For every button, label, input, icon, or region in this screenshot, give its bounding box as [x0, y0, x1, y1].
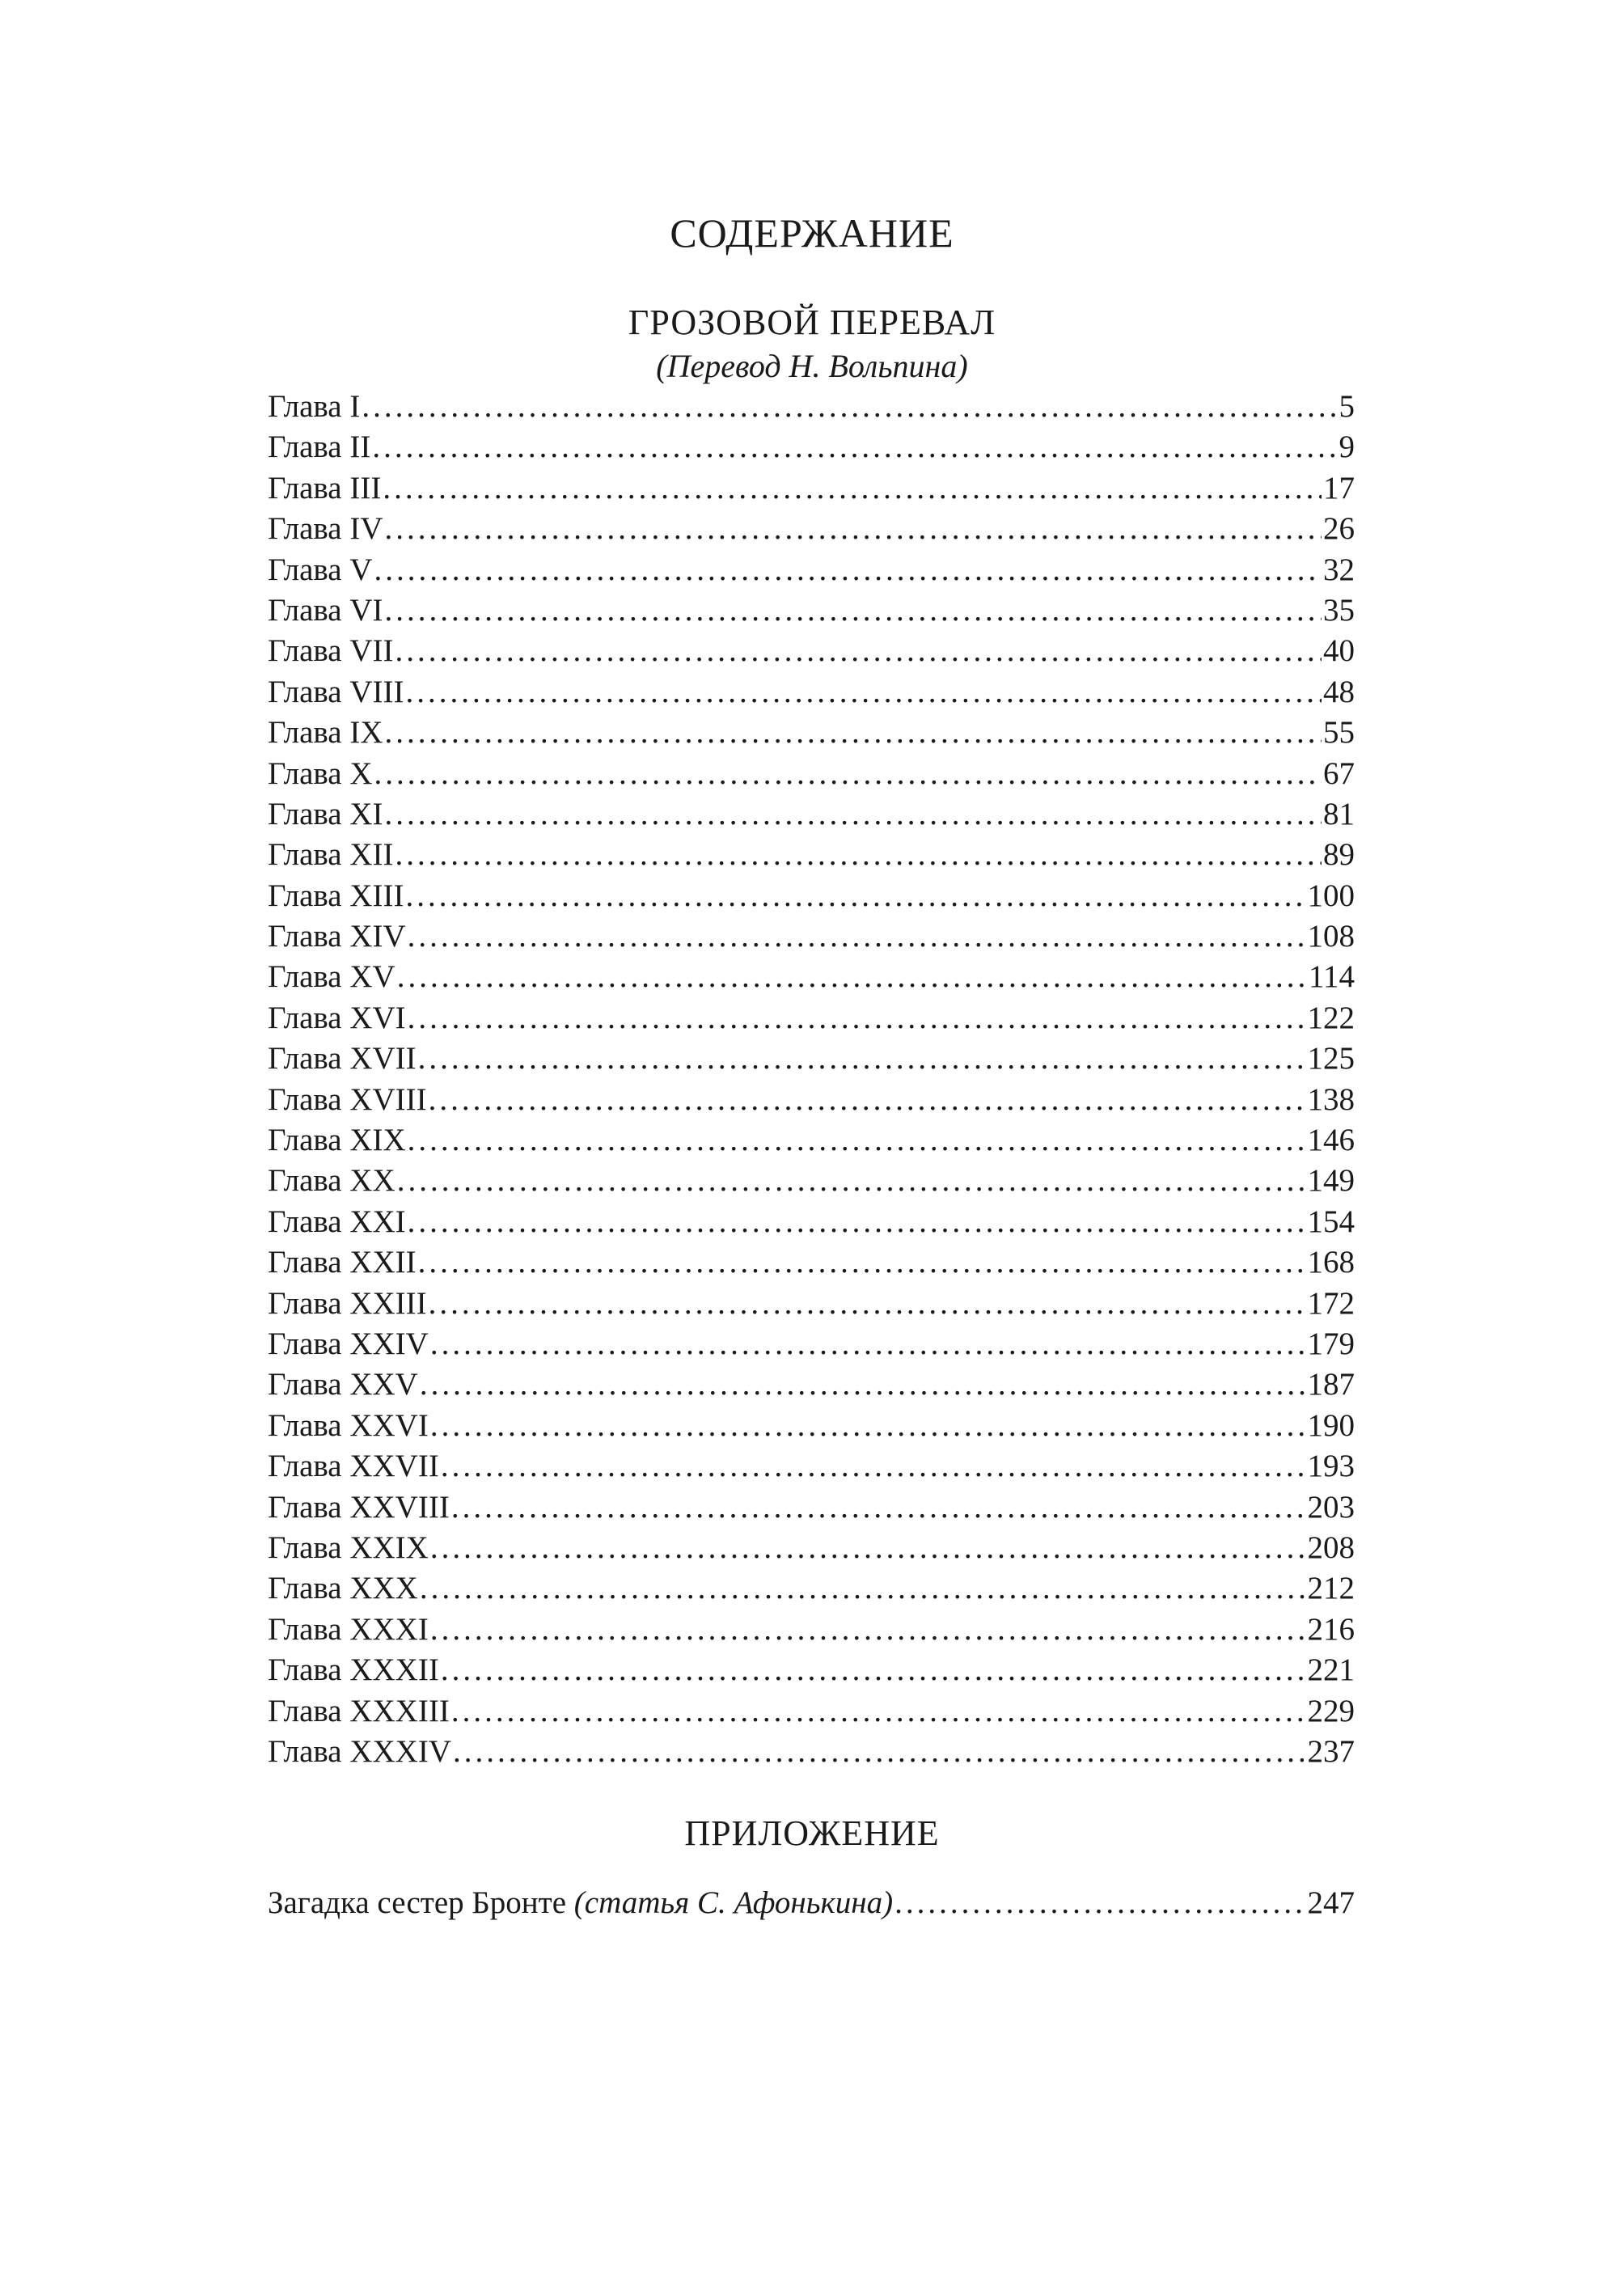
dot-leader — [420, 1364, 1306, 1405]
toc-entry-page: 55 — [1323, 715, 1355, 751]
toc-entry-page: 193 — [1307, 1449, 1355, 1484]
toc-entry-label: Глава XXIII — [268, 1285, 427, 1321]
toc-entry[interactable] — [268, 957, 1355, 997]
toc-entry-label: Глава IV — [268, 511, 383, 547]
toc-entry[interactable] — [268, 1161, 1355, 1201]
dot-leader — [430, 1528, 1306, 1568]
toc-entry[interactable] — [268, 509, 1355, 549]
toc-entry-page: 212 — [1307, 1571, 1355, 1606]
toc-entry-page: 114 — [1308, 959, 1355, 995]
toc-entry[interactable] — [268, 1039, 1355, 1079]
toc-entry-label: Глава XXV — [268, 1367, 418, 1402]
toc-entry-page: 108 — [1307, 919, 1355, 954]
toc-entry[interactable] — [268, 876, 1355, 916]
toc-entry[interactable] — [268, 1487, 1355, 1528]
toc-entry-label: Глава XXX — [268, 1571, 418, 1606]
toc-entry-label: Глава XVI — [268, 1000, 406, 1035]
toc-entry-page: 81 — [1323, 796, 1355, 831]
toc-entry-page: 35 — [1323, 592, 1355, 628]
toc-entry-label: Глава VI — [268, 592, 383, 628]
dot-leader — [453, 1732, 1306, 1772]
toc-entry-label: Глава XVIII — [268, 1081, 427, 1117]
toc-entry-page: 40 — [1323, 633, 1355, 669]
dot-leader — [429, 1284, 1306, 1324]
toc-entry[interactable] — [268, 672, 1355, 713]
toc-entry-page: 100 — [1307, 878, 1355, 913]
toc-entry-page: 187 — [1307, 1367, 1355, 1402]
toc-entry-page: 48 — [1323, 674, 1355, 709]
toc-entry-label: Глава VIII — [268, 674, 404, 709]
appendix-list — [268, 1883, 1355, 1923]
toc-entry-label: Глава XXXII — [268, 1652, 439, 1688]
dot-leader — [405, 672, 1322, 713]
toc-entry[interactable] — [268, 427, 1355, 467]
work-heading: ГРОЗОВОЙ ПЕРЕВАЛ — [628, 302, 996, 342]
dot-leader — [405, 876, 1305, 916]
toc-entry[interactable] — [268, 713, 1355, 753]
dot-leader — [430, 1610, 1306, 1650]
toc-entry-page: 190 — [1307, 1407, 1355, 1443]
appendix-heading: ПРИЛОЖЕНИЕ — [684, 1813, 940, 1853]
dot-leader — [408, 1120, 1306, 1161]
toc-entry[interactable] — [268, 794, 1355, 835]
toc-entry-page: 179 — [1307, 1326, 1355, 1361]
toc-entry-note: (статья С. Афонькина) — [573, 1885, 894, 1920]
toc-entry[interactable] — [268, 754, 1355, 794]
toc-entry-page: 67 — [1323, 755, 1355, 791]
chapter-list — [268, 387, 1355, 1772]
toc-entry[interactable] — [268, 1691, 1355, 1732]
toc-entry-label: Глава XXXIII — [268, 1693, 450, 1728]
dot-leader — [385, 794, 1322, 835]
dot-leader — [362, 387, 1337, 427]
dot-leader — [383, 468, 1322, 509]
toc-entry-label: Глава III — [268, 470, 382, 506]
toc-entry[interactable] — [268, 1364, 1355, 1405]
toc-entry[interactable] — [268, 468, 1355, 509]
toc-entry-label: Глава XXVII — [268, 1449, 439, 1484]
toc-entry[interactable] — [268, 1528, 1355, 1568]
toc-entry-page: 216 — [1307, 1611, 1355, 1647]
toc-entry-label: Глава IX — [268, 715, 383, 751]
toc-entry-label: Глава XIII — [268, 878, 404, 913]
toc-entry[interactable] — [268, 1568, 1355, 1609]
toc-entry-label: Глава XVII — [268, 1041, 417, 1077]
toc-entry-page: 149 — [1307, 1163, 1355, 1199]
toc-entry[interactable] — [268, 998, 1355, 1039]
toc-entry-label: Глава XII — [268, 837, 394, 873]
dot-leader — [374, 754, 1322, 794]
toc-entry[interactable] — [268, 1242, 1355, 1283]
toc-entry-page: 122 — [1307, 1000, 1355, 1035]
dot-leader — [441, 1446, 1306, 1487]
toc-entry[interactable] — [268, 550, 1355, 590]
toc-entry-page: 203 — [1307, 1489, 1355, 1525]
dot-leader — [430, 1324, 1306, 1364]
toc-entry-label: Глава V — [268, 552, 373, 587]
toc-entry-label: Глава XXIV — [268, 1326, 429, 1361]
toc-entry[interactable] — [268, 1080, 1355, 1120]
dot-leader — [441, 1650, 1306, 1690]
toc-entry-label: Загадка сестер Бронте (статья С. Афонькина) — [268, 1885, 894, 1920]
dot-leader — [408, 1202, 1306, 1242]
dot-leader — [408, 916, 1306, 957]
toc-entry-label: Глава XV — [268, 959, 395, 995]
toc-entry-page: 247 — [1307, 1885, 1355, 1920]
toc-entry-page: 5 — [1339, 389, 1355, 424]
toc-entry[interactable] — [268, 387, 1355, 427]
toc-entry-page: 89 — [1323, 837, 1355, 873]
dot-leader — [374, 550, 1322, 590]
toc-entry-page: 154 — [1307, 1204, 1355, 1239]
toc-entry-label: Глава XI — [268, 796, 383, 831]
dot-leader — [397, 1161, 1306, 1201]
dot-leader — [451, 1487, 1306, 1528]
dot-leader — [894, 1883, 1305, 1923]
toc-entry-page: 138 — [1307, 1081, 1355, 1117]
toc-entry-page: 221 — [1307, 1652, 1355, 1688]
toc-entry[interactable] — [268, 1284, 1355, 1324]
toc-entry-page: 32 — [1323, 552, 1355, 587]
toc-entry-page: 172 — [1307, 1285, 1355, 1321]
toc-entry[interactable] — [268, 590, 1355, 631]
dot-leader — [395, 835, 1322, 875]
toc-entry-label: Глава XXVIII — [268, 1489, 450, 1525]
toc-entry[interactable] — [268, 1446, 1355, 1487]
toc-entry-page: 146 — [1307, 1123, 1355, 1158]
dot-leader — [385, 713, 1322, 753]
toc-entry[interactable] — [268, 916, 1355, 957]
toc-entry-label: Глава XXXIV — [268, 1733, 451, 1769]
toc-entry-label: Глава XX — [268, 1163, 395, 1199]
toc-entry[interactable] — [268, 631, 1355, 671]
toc-entry-label: Глава II — [268, 429, 371, 465]
toc-entry-page: 168 — [1307, 1245, 1355, 1280]
toc-entry[interactable] — [268, 1610, 1355, 1650]
toc-entry[interactable] — [268, 1120, 1355, 1161]
toc-entry[interactable] — [268, 1650, 1355, 1690]
dot-leader — [418, 1242, 1306, 1283]
toc-entry-page: 26 — [1323, 511, 1355, 547]
toc-entry[interactable] — [268, 1406, 1355, 1446]
toc-entry-label: Глава VII — [268, 633, 394, 669]
toc-entry-page: 125 — [1307, 1041, 1355, 1077]
toc-entry-appendix[interactable] — [268, 1883, 1355, 1923]
dot-leader — [430, 1406, 1306, 1446]
toc-entry-label: Глава XXVI — [268, 1407, 429, 1443]
dot-leader — [385, 509, 1322, 549]
dot-leader — [420, 1568, 1306, 1609]
toc-entry-label: Глава XIX — [268, 1123, 406, 1158]
toc-entry-page: 237 — [1307, 1733, 1355, 1769]
toc-entry[interactable] — [268, 835, 1355, 875]
toc-entry[interactable] — [268, 1202, 1355, 1242]
toc-entry-label: Глава XXII — [268, 1245, 417, 1280]
toc-entry-page: 17 — [1323, 470, 1355, 506]
toc-entry-label: Глава XXXI — [268, 1611, 429, 1647]
dot-leader — [397, 957, 1307, 997]
dot-leader — [372, 427, 1337, 467]
toc-entry-page: 208 — [1307, 1529, 1355, 1565]
dot-leader — [418, 1039, 1306, 1079]
toc-entry-label: Глава XIV — [268, 919, 406, 954]
dot-leader — [385, 590, 1322, 631]
toc-entry-label: Глава X — [268, 755, 373, 791]
dot-leader — [395, 631, 1322, 671]
dot-leader — [429, 1080, 1306, 1120]
toc-entry-label: Глава XXI — [268, 1204, 406, 1239]
dot-leader — [451, 1691, 1306, 1732]
dot-leader — [408, 998, 1306, 1039]
toc-entry-page: 229 — [1307, 1693, 1355, 1728]
toc-entry-label: Глава XXIX — [268, 1529, 429, 1565]
page-title: СОДЕРЖАНИЕ — [670, 210, 954, 256]
toc-entry-page: 9 — [1339, 429, 1355, 465]
toc-entry-label: Глава I — [268, 389, 361, 424]
toc-entry[interactable] — [268, 1732, 1355, 1772]
translator-note: (Перевод Н. Вольпина) — [656, 348, 968, 384]
toc-entry[interactable] — [268, 1324, 1355, 1364]
